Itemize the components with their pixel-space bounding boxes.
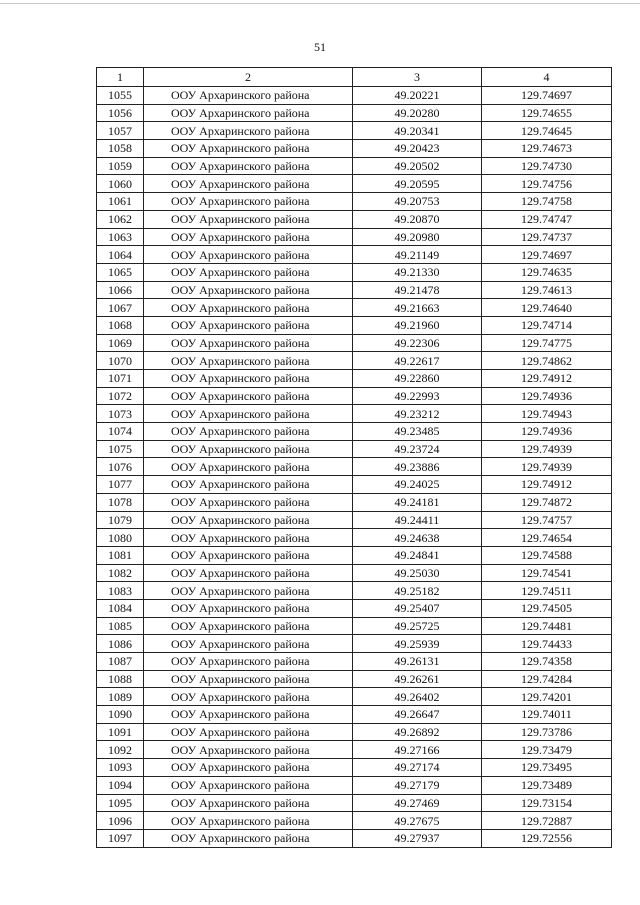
cell-longitude: 129.74912	[482, 370, 612, 388]
cell-longitude: 129.74697	[482, 87, 612, 105]
cell-number: 1056	[97, 104, 144, 122]
table-row	[97, 316, 612, 334]
table-row	[97, 458, 612, 476]
cell-number: 1075	[97, 440, 144, 458]
cell-latitude: 49.21663	[353, 299, 482, 317]
cell-longitude: 129.74655	[482, 104, 612, 122]
cell-name: ООУ Архаринского района	[144, 617, 353, 635]
cell-latitude: 49.24841	[353, 546, 482, 564]
cell-longitude: 129.74775	[482, 334, 612, 352]
cell-longitude: 129.74936	[482, 387, 612, 405]
table-body	[97, 87, 612, 848]
cell-name: ООУ Архаринского района	[144, 794, 353, 812]
table-row	[97, 812, 612, 830]
cell-name: ООУ Архаринского района	[144, 529, 353, 547]
cell-longitude: 129.74588	[482, 546, 612, 564]
cell-longitude: 129.72556	[482, 829, 612, 847]
cell-latitude: 49.21478	[353, 281, 482, 299]
table-row	[97, 476, 612, 494]
cell-number: 1080	[97, 529, 144, 547]
cell-longitude: 129.74872	[482, 493, 612, 511]
cell-longitude: 129.74511	[482, 582, 612, 600]
cell-latitude: 49.25407	[353, 599, 482, 617]
cell-name: ООУ Архаринского района	[144, 493, 353, 511]
cell-number: 1060	[97, 175, 144, 193]
cell-number: 1092	[97, 741, 144, 759]
cell-longitude: 129.74943	[482, 405, 612, 423]
table-row	[97, 228, 612, 246]
cell-longitude: 129.74862	[482, 352, 612, 370]
cell-number: 1076	[97, 458, 144, 476]
cell-number: 1088	[97, 670, 144, 688]
cell-name: ООУ Архаринского района	[144, 741, 353, 759]
cell-latitude: 49.20221	[353, 87, 482, 105]
cell-latitude: 49.20341	[353, 122, 482, 140]
table-row	[97, 723, 612, 741]
cell-name: ООУ Архаринского района	[144, 263, 353, 281]
table-row	[97, 263, 612, 281]
cell-number: 1079	[97, 511, 144, 529]
cell-longitude: 129.74673	[482, 140, 612, 158]
cell-longitude: 129.74737	[482, 228, 612, 246]
cell-longitude: 129.74481	[482, 617, 612, 635]
cell-name: ООУ Архаринского района	[144, 546, 353, 564]
cell-longitude: 129.74433	[482, 635, 612, 653]
table-row	[97, 688, 612, 706]
cell-longitude: 129.74939	[482, 440, 612, 458]
cell-number: 1073	[97, 405, 144, 423]
cell-name: ООУ Архаринского района	[144, 228, 353, 246]
cell-name: ООУ Архаринского района	[144, 759, 353, 777]
cell-latitude: 49.26647	[353, 706, 482, 724]
cell-number: 1094	[97, 776, 144, 794]
cell-name: ООУ Архаринского района	[144, 140, 353, 158]
cell-name: ООУ Архаринского района	[144, 476, 353, 494]
cell-name: ООУ Архаринского района	[144, 193, 353, 211]
cell-number: 1095	[97, 794, 144, 812]
cell-latitude: 49.23212	[353, 405, 482, 423]
cell-number: 1067	[97, 299, 144, 317]
cell-latitude: 49.27179	[353, 776, 482, 794]
cell-name: ООУ Архаринского района	[144, 812, 353, 830]
table-row	[97, 104, 612, 122]
cell-name: ООУ Архаринского района	[144, 599, 353, 617]
cell-latitude: 49.24638	[353, 529, 482, 547]
cell-number: 1084	[97, 599, 144, 617]
cell-latitude: 49.20753	[353, 193, 482, 211]
cell-number: 1070	[97, 352, 144, 370]
cell-number: 1066	[97, 281, 144, 299]
table-row	[97, 140, 612, 158]
cell-number: 1077	[97, 476, 144, 494]
table-row	[97, 706, 612, 724]
cell-name: ООУ Архаринского района	[144, 723, 353, 741]
cell-name: ООУ Архаринского района	[144, 635, 353, 653]
cell-latitude: 49.21149	[353, 246, 482, 264]
cell-latitude: 49.25725	[353, 617, 482, 635]
cell-name: ООУ Архаринского района	[144, 122, 353, 140]
table-row	[97, 635, 612, 653]
cell-name: ООУ Архаринского района	[144, 334, 353, 352]
table-row	[97, 370, 612, 388]
cell-number: 1061	[97, 193, 144, 211]
table-row	[97, 281, 612, 299]
cell-number: 1085	[97, 617, 144, 635]
cell-number: 1096	[97, 812, 144, 830]
cell-latitude: 49.26892	[353, 723, 482, 741]
cell-number: 1057	[97, 122, 144, 140]
cell-longitude: 129.74505	[482, 599, 612, 617]
table-row	[97, 829, 612, 847]
column-header-longitude: 4	[482, 68, 612, 87]
cell-name: ООУ Архаринского района	[144, 104, 353, 122]
table-header-row	[97, 68, 612, 87]
cell-longitude: 129.74936	[482, 423, 612, 441]
cell-latitude: 49.20423	[353, 140, 482, 158]
cell-name: ООУ Архаринского района	[144, 370, 353, 388]
cell-number: 1063	[97, 228, 144, 246]
cell-longitude: 129.74758	[482, 193, 612, 211]
table-row	[97, 440, 612, 458]
column-header-latitude: 3	[353, 68, 482, 87]
table-row	[97, 776, 612, 794]
cell-name: ООУ Архаринского района	[144, 210, 353, 228]
cell-latitude: 49.26402	[353, 688, 482, 706]
table-row	[97, 759, 612, 777]
cell-latitude: 49.24181	[353, 493, 482, 511]
cell-number: 1059	[97, 157, 144, 175]
cell-number: 1081	[97, 546, 144, 564]
cell-name: ООУ Архаринского района	[144, 458, 353, 476]
table-row	[97, 352, 612, 370]
table-row	[97, 599, 612, 617]
column-header-number: 1	[97, 68, 144, 87]
table-row	[97, 617, 612, 635]
cell-name: ООУ Архаринского района	[144, 670, 353, 688]
cell-longitude: 129.73489	[482, 776, 612, 794]
cell-longitude: 129.73479	[482, 741, 612, 759]
cell-name: ООУ Архаринского района	[144, 352, 353, 370]
column-header-name: 2	[144, 68, 353, 87]
cell-latitude: 49.22306	[353, 334, 482, 352]
table-row	[97, 157, 612, 175]
cell-name: ООУ Архаринского района	[144, 281, 353, 299]
cell-longitude: 129.74613	[482, 281, 612, 299]
cell-longitude: 129.74284	[482, 670, 612, 688]
cell-longitude: 129.74756	[482, 175, 612, 193]
table-row	[97, 794, 612, 812]
cell-name: ООУ Архаринского района	[144, 440, 353, 458]
cell-longitude: 129.74714	[482, 316, 612, 334]
cell-longitude: 129.74697	[482, 246, 612, 264]
table-row	[97, 529, 612, 547]
cell-latitude: 49.27166	[353, 741, 482, 759]
cell-number: 1082	[97, 564, 144, 582]
table-row	[97, 387, 612, 405]
cell-latitude: 49.20870	[353, 210, 482, 228]
cell-name: ООУ Архаринского района	[144, 653, 353, 671]
cell-name: ООУ Архаринского района	[144, 316, 353, 334]
cell-longitude: 129.74654	[482, 529, 612, 547]
cell-name: ООУ Архаринского района	[144, 564, 353, 582]
table-row	[97, 334, 612, 352]
cell-number: 1093	[97, 759, 144, 777]
cell-latitude: 49.27469	[353, 794, 482, 812]
cell-latitude: 49.22617	[353, 352, 482, 370]
cell-name: ООУ Архаринского района	[144, 776, 353, 794]
cell-name: ООУ Архаринского района	[144, 423, 353, 441]
table-row	[97, 670, 612, 688]
cell-longitude: 129.74011	[482, 706, 612, 724]
cell-longitude: 129.74939	[482, 458, 612, 476]
cell-name: ООУ Архаринского района	[144, 582, 353, 600]
cell-longitude: 129.72887	[482, 812, 612, 830]
cell-latitude: 49.21960	[353, 316, 482, 334]
cell-number: 1072	[97, 387, 144, 405]
cell-longitude: 129.74358	[482, 653, 612, 671]
table-row	[97, 511, 612, 529]
cell-longitude: 129.74640	[482, 299, 612, 317]
cell-latitude: 49.26131	[353, 653, 482, 671]
cell-number: 1065	[97, 263, 144, 281]
cell-longitude: 129.73495	[482, 759, 612, 777]
cell-latitude: 49.23485	[353, 423, 482, 441]
cell-number: 1074	[97, 423, 144, 441]
cell-name: ООУ Архаринского района	[144, 175, 353, 193]
table-row	[97, 193, 612, 211]
cell-latitude: 49.20502	[353, 157, 482, 175]
cell-number: 1058	[97, 140, 144, 158]
cell-name: ООУ Архаринского района	[144, 405, 353, 423]
cell-latitude: 49.25182	[353, 582, 482, 600]
cell-latitude: 49.20280	[353, 104, 482, 122]
cell-longitude: 129.74201	[482, 688, 612, 706]
cell-name: ООУ Архаринского района	[144, 706, 353, 724]
page-top-edge	[0, 3, 640, 4]
cell-name: ООУ Архаринского района	[144, 157, 353, 175]
cell-longitude: 129.73154	[482, 794, 612, 812]
table-row	[97, 493, 612, 511]
cell-latitude: 49.25030	[353, 564, 482, 582]
cell-latitude: 49.23886	[353, 458, 482, 476]
cell-number: 1083	[97, 582, 144, 600]
cell-number: 1087	[97, 653, 144, 671]
cell-number: 1089	[97, 688, 144, 706]
table-row	[97, 582, 612, 600]
coordinates-table	[96, 67, 612, 848]
cell-latitude: 49.22860	[353, 370, 482, 388]
cell-longitude: 129.74635	[482, 263, 612, 281]
cell-number: 1071	[97, 370, 144, 388]
cell-latitude: 49.25939	[353, 635, 482, 653]
cell-number: 1068	[97, 316, 144, 334]
cell-longitude: 129.74541	[482, 564, 612, 582]
table-row	[97, 741, 612, 759]
cell-latitude: 49.20980	[353, 228, 482, 246]
cell-longitude: 129.74912	[482, 476, 612, 494]
table-row	[97, 405, 612, 423]
cell-number: 1064	[97, 246, 144, 264]
cell-longitude: 129.74730	[482, 157, 612, 175]
table-row	[97, 210, 612, 228]
cell-name: ООУ Архаринского района	[144, 87, 353, 105]
cell-longitude: 129.74747	[482, 210, 612, 228]
table-row	[97, 246, 612, 264]
table-row	[97, 423, 612, 441]
cell-latitude: 49.21330	[353, 263, 482, 281]
cell-name: ООУ Архаринского района	[144, 511, 353, 529]
cell-longitude: 129.73786	[482, 723, 612, 741]
cell-name: ООУ Архаринского района	[144, 299, 353, 317]
cell-number: 1091	[97, 723, 144, 741]
cell-number: 1097	[97, 829, 144, 847]
cell-number: 1062	[97, 210, 144, 228]
table-row	[97, 122, 612, 140]
cell-number: 1069	[97, 334, 144, 352]
cell-number: 1090	[97, 706, 144, 724]
cell-longitude: 129.74757	[482, 511, 612, 529]
page-number: 51	[314, 40, 326, 54]
cell-name: ООУ Архаринского района	[144, 387, 353, 405]
table-row	[97, 546, 612, 564]
cell-latitude: 49.23724	[353, 440, 482, 458]
cell-number: 1078	[97, 493, 144, 511]
cell-latitude: 49.24411	[353, 511, 482, 529]
cell-latitude: 49.22993	[353, 387, 482, 405]
cell-name: ООУ Архаринского района	[144, 246, 353, 264]
cell-latitude: 49.24025	[353, 476, 482, 494]
cell-latitude: 49.26261	[353, 670, 482, 688]
table-row	[97, 87, 612, 105]
cell-longitude: 129.74645	[482, 122, 612, 140]
cell-latitude: 49.20595	[353, 175, 482, 193]
cell-name: ООУ Архаринского района	[144, 688, 353, 706]
cell-number: 1055	[97, 87, 144, 105]
cell-number: 1086	[97, 635, 144, 653]
cell-latitude: 49.27174	[353, 759, 482, 777]
cell-name: ООУ Архаринского района	[144, 829, 353, 847]
cell-latitude: 49.27937	[353, 829, 482, 847]
table-row	[97, 175, 612, 193]
table-row	[97, 299, 612, 317]
table-row	[97, 653, 612, 671]
table-row	[97, 564, 612, 582]
cell-latitude: 49.27675	[353, 812, 482, 830]
